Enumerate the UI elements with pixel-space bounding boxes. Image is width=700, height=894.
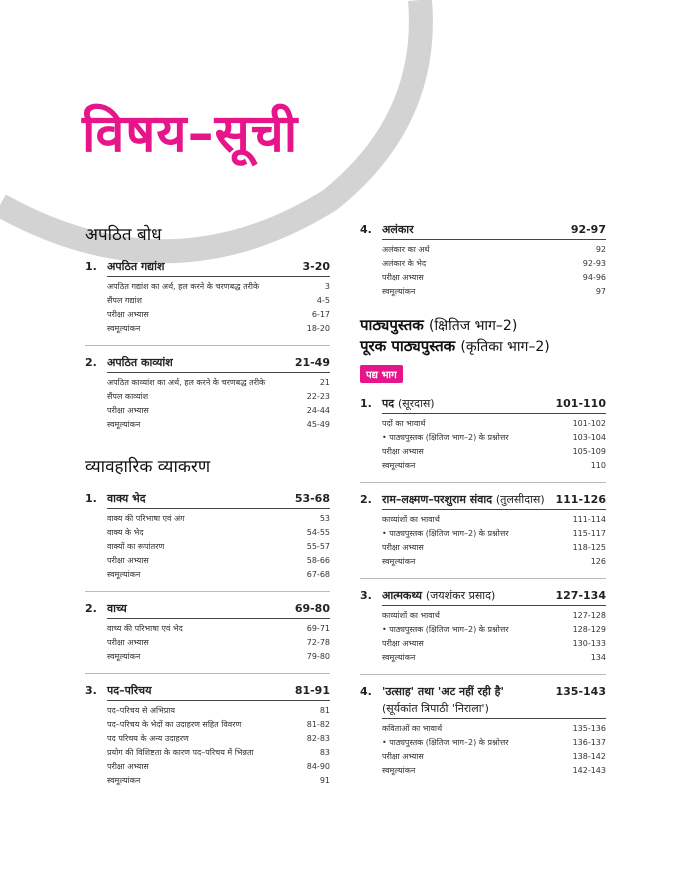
- toc-item-pages: 135-136: [572, 724, 606, 733]
- chapter-number: 1.: [85, 492, 97, 505]
- toc-item-pages: 53: [319, 514, 330, 523]
- toc-item-pages: 138-142: [572, 752, 606, 761]
- toc-item: [85, 704, 330, 718]
- toc-item-pages: 84-90: [306, 762, 330, 771]
- toc-item-text: परीक्षा अभ्यास: [107, 310, 149, 319]
- toc-item-pages: 91: [319, 776, 330, 785]
- toc-item-pages: 101-102: [572, 419, 606, 428]
- toc-item-pages: 110: [590, 461, 606, 470]
- toc-item: [360, 637, 606, 651]
- toc-item: [85, 418, 330, 432]
- toc-item-pages: 21: [319, 378, 330, 387]
- toc-item-text: परीक्षा अभ्यास: [107, 638, 149, 647]
- chapter-heading: [85, 355, 330, 370]
- chapter-title: आत्मकथ्य (जयशंकर प्रसाद): [382, 589, 496, 602]
- toc-item-pages: 58-66: [306, 556, 330, 565]
- toc-item-text: परीक्षा अभ्यास: [107, 406, 149, 415]
- chapter-divider: [382, 509, 606, 510]
- chapter-title: वाक्य भेद: [107, 492, 146, 505]
- toc-item-pages: 118-125: [572, 543, 606, 552]
- toc-item-text: वाक्य की परिभाषा एवं अंग: [107, 514, 185, 523]
- chapter-divider: [107, 372, 330, 373]
- alankar-chapter: [360, 222, 606, 299]
- chapter-title: वाच्य: [107, 602, 127, 615]
- chapter-pages: 81-91: [294, 684, 330, 697]
- toc-item: [85, 526, 330, 540]
- toc-item-text: पदों का भावार्थ: [382, 419, 426, 428]
- toc-item-pages: 103-104: [572, 433, 606, 442]
- toc-item-text: वाक्य के भेद: [107, 528, 144, 537]
- toc-item-pages: 69-71: [306, 624, 330, 633]
- toc-item: [360, 555, 606, 569]
- toc-item: [85, 294, 330, 308]
- chapter-divider: [107, 276, 330, 277]
- chapter-author: (जयशंकर प्रसाद): [425, 589, 496, 602]
- toc-item: [360, 623, 606, 637]
- toc-item: [360, 285, 606, 299]
- page-title: विषय–सूची: [82, 104, 299, 164]
- chapter-number: 2.: [85, 356, 97, 369]
- chapter-number: 4.: [360, 685, 372, 698]
- toc-item-text: अपठित काव्यांश का अर्थ, हल करने के चरणबद्ध तरीके: [107, 378, 266, 387]
- chapter-heading: [85, 683, 330, 698]
- toc-item-text: • पाठ्यपुस्तक (क्षितिज भाग–2) के प्रश्नोत्तर: [382, 625, 509, 634]
- toc-item: [360, 257, 606, 271]
- toc-item-pages: 115-117: [572, 529, 606, 538]
- chapter-title: अलंकार: [382, 223, 414, 236]
- chapter-divider: [107, 618, 330, 619]
- toc-left-column: [85, 222, 330, 788]
- section-heading: व्यावहारिक व्याकरण: [85, 457, 211, 477]
- toc-item-text: वाक्यों का रूपांतरण: [107, 542, 165, 551]
- toc-item-pages: 128-129: [572, 625, 606, 634]
- toc-item-pages: 134: [590, 653, 606, 662]
- toc-item: [85, 308, 330, 322]
- toc-item-pages: 92: [595, 245, 606, 254]
- toc-item-text: स्वमूल्यांकन: [107, 776, 141, 785]
- chapter-heading: [85, 491, 330, 506]
- chapter-divider: [382, 718, 606, 719]
- toc-item-pages: 82-83: [306, 734, 330, 743]
- toc-item-pages: 81: [319, 706, 330, 715]
- chapter-pages: 135-143: [555, 685, 606, 698]
- toc-item-pages: 22-23: [306, 392, 330, 401]
- toc-item: [360, 445, 606, 459]
- toc-item: [360, 750, 606, 764]
- toc-item-text: स्वमूल्यांकन: [107, 570, 141, 579]
- toc-item-text: परीक्षा अभ्यास: [107, 556, 149, 565]
- toc-item-text: परीक्षा अभ्यास: [382, 273, 424, 282]
- toc-item: [360, 651, 606, 665]
- toc-item-text: • पाठ्यपुस्तक (क्षितिज भाग–2) के प्रश्नोत्तर: [382, 529, 509, 538]
- chapter-pages: 127-134: [555, 589, 606, 602]
- toc-item: [360, 459, 606, 473]
- toc-item-text: सैंपल गद्यांश: [107, 296, 142, 305]
- toc-item-text: प्रयोग की विशिष्टता के कारण पद–परिचय में भिन्नता: [107, 748, 254, 757]
- toc-item-pages: 111-114: [572, 515, 606, 524]
- toc-item: [360, 736, 606, 750]
- chapter-heading: [85, 259, 330, 274]
- toc-item-text: काव्यांशों का भावार्थ: [382, 611, 440, 620]
- chapter-heading: [360, 684, 606, 699]
- toc-item: [360, 271, 606, 285]
- toc-item: [360, 764, 606, 778]
- chapter-pages: 69-80: [294, 602, 330, 615]
- toc-item: [85, 760, 330, 774]
- chapter-separator: [85, 673, 330, 674]
- chapter-separator: [360, 674, 606, 675]
- toc-item: [85, 774, 330, 788]
- toc-item-text: परीक्षा अभ्यास: [382, 543, 424, 552]
- toc-item-pages: 127-128: [572, 611, 606, 620]
- toc-item: [85, 732, 330, 746]
- toc-item-text: अलंकार के भेद: [382, 259, 427, 268]
- toc-item-text: • पाठ्यपुस्तक (क्षितिज भाग–2) के प्रश्नोत्तर: [382, 738, 509, 747]
- chapter-title: अपठित काव्यांश: [107, 356, 173, 369]
- toc-item-pages: 18-20: [306, 324, 330, 333]
- chapter-separator: [85, 591, 330, 592]
- chapter-pages: 101-110: [555, 397, 606, 410]
- toc-item: [85, 322, 330, 336]
- toc-item-pages: 55-57: [306, 542, 330, 551]
- toc-item-text: स्वमूल्यांकन: [382, 557, 416, 566]
- toc-item-pages: 97: [595, 287, 606, 296]
- chapter-divider: [107, 700, 330, 701]
- toc-item-text: अपठित गद्यांश का अर्थ, हल करने के चरणबद्ध तरीके: [107, 282, 260, 291]
- chapter-separator: [85, 345, 330, 346]
- toc-item: [360, 527, 606, 541]
- toc-item: [85, 718, 330, 732]
- chapter-pages: 3-20: [302, 260, 330, 273]
- chapter-pages: 92-97: [570, 223, 606, 236]
- section-badge: पद्य भाग: [360, 365, 403, 383]
- chapter-divider: [107, 508, 330, 509]
- chapter-title: 'उत्साह' तथा 'अट नहीं रही है': [382, 685, 504, 698]
- chapter-separator: [360, 482, 606, 483]
- toc-item-text: परीक्षा अभ्यास: [382, 639, 424, 648]
- toc-item: [85, 512, 330, 526]
- toc-item: [360, 609, 606, 623]
- chapter-title: अपठित गद्यांश: [107, 260, 165, 273]
- section-heading: अपठित बोध: [85, 225, 162, 245]
- toc-item-pages: 6-17: [311, 310, 330, 319]
- toc-item: [85, 404, 330, 418]
- chapter-title: पद–परिचय: [107, 684, 152, 697]
- toc-item: [360, 722, 606, 736]
- toc-item-text: पद परिचय के अन्य उदाहरण: [107, 734, 189, 743]
- toc-item: [85, 636, 330, 650]
- toc-item-pages: 130-133: [572, 639, 606, 648]
- toc-item-pages: 45-49: [306, 420, 330, 429]
- toc-item: [360, 513, 606, 527]
- book-subtitle: (कृतिका भाग–2): [460, 339, 550, 355]
- book-title: पाठ्यपुस्तक (क्षितिज भाग–2): [360, 316, 518, 334]
- chapter-number: 1.: [360, 397, 372, 410]
- toc-item-text: वाच्य की परिभाषा एवं भेद: [107, 624, 183, 633]
- toc-item: [360, 431, 606, 445]
- chapter-number: 3.: [85, 684, 97, 697]
- toc-item-text: सैंपल काव्यांश: [107, 392, 149, 401]
- toc-item-pages: 142-143: [572, 766, 606, 775]
- toc-item-pages: 67-68: [306, 570, 330, 579]
- chapter-author-line: [360, 701, 606, 716]
- toc-item-pages: 136-137: [572, 738, 606, 747]
- chapter-heading: [360, 492, 606, 507]
- toc-item: [85, 650, 330, 664]
- toc-item-pages: 72-78: [306, 638, 330, 647]
- toc-right-column: [360, 222, 606, 778]
- chapter-pages: 53-68: [294, 492, 330, 505]
- chapter-number: 2.: [360, 493, 372, 506]
- toc-item: [85, 280, 330, 294]
- chapter-author: (सूर्यकांत त्रिपाठी 'निराला'): [382, 702, 489, 715]
- toc-item-pages: 126: [590, 557, 606, 566]
- toc-item-text: पद–परिचय से अभिप्राय: [107, 706, 175, 715]
- chapter-pages: 21-49: [294, 356, 330, 369]
- toc-item-text: कविताओं का भावार्थ: [382, 724, 443, 733]
- toc-item-pages: 24-44: [306, 406, 330, 415]
- chapter-number: 3.: [360, 589, 372, 602]
- book-subtitle: (क्षितिज भाग–2): [429, 318, 518, 334]
- chapter-author: (तुलसीदास): [495, 493, 545, 506]
- book-title: पूरक पाठ्यपुस्तक (कृतिका भाग–2): [360, 337, 550, 355]
- chapter-title: पद (सूरदास): [382, 397, 435, 410]
- toc-item-text: स्वमूल्यांकन: [107, 652, 141, 661]
- chapter-divider: [382, 605, 606, 606]
- toc-item: [85, 390, 330, 404]
- toc-item-pages: 94-96: [582, 273, 606, 282]
- toc-item-pages: 83: [319, 748, 330, 757]
- toc-item-text: स्वमूल्यांकन: [382, 653, 416, 662]
- toc-item-text: स्वमूल्यांकन: [107, 324, 141, 333]
- toc-item: [360, 417, 606, 431]
- toc-item: [85, 622, 330, 636]
- toc-item-text: स्वमूल्यांकन: [382, 766, 416, 775]
- toc-item: [85, 540, 330, 554]
- chapter-heading: [360, 222, 606, 237]
- toc-item-pages: 54-55: [306, 528, 330, 537]
- toc-item: [85, 568, 330, 582]
- toc-item-text: अलंकार का अर्थ: [382, 245, 430, 254]
- toc-item-pages: 92-93: [582, 259, 606, 268]
- chapter-heading: [85, 601, 330, 616]
- toc-item-pages: 3: [324, 282, 330, 291]
- toc-item: [85, 746, 330, 760]
- toc-item-text: पद–परिचय के भेदों का उदाहरण सहित विवरण: [107, 720, 242, 729]
- toc-item-text: काव्यांशों का भावार्थ: [382, 515, 440, 524]
- toc-item-pages: 81-82: [306, 720, 330, 729]
- toc-item-text: परीक्षा अभ्यास: [107, 762, 149, 771]
- chapter-author: (सूरदास): [397, 397, 435, 410]
- chapter-title: राम–लक्ष्मण–परशुराम संवाद (तुलसीदास): [382, 493, 545, 506]
- chapter-heading: [360, 396, 606, 411]
- toc-item: [360, 541, 606, 555]
- chapter-separator: [360, 578, 606, 579]
- toc-item: [360, 243, 606, 257]
- toc-item-text: स्वमूल्यांकन: [382, 461, 416, 470]
- toc-item-text: स्वमूल्यांकन: [382, 287, 416, 296]
- chapter-heading: [360, 588, 606, 603]
- chapter-number: 1.: [85, 260, 97, 273]
- chapter-divider: [382, 239, 606, 240]
- toc-item-text: • पाठ्यपुस्तक (क्षितिज भाग–2) के प्रश्नोत्तर: [382, 433, 509, 442]
- chapter-number: 4.: [360, 223, 372, 236]
- toc-item-pages: 79-80: [306, 652, 330, 661]
- chapter-divider: [382, 413, 606, 414]
- toc-item-text: परीक्षा अभ्यास: [382, 752, 424, 761]
- toc-item-text: परीक्षा अभ्यास: [382, 447, 424, 456]
- toc-item-pages: 105-109: [572, 447, 606, 456]
- chapter-number: 2.: [85, 602, 97, 615]
- toc-item: [85, 376, 330, 390]
- toc-item-pages: 4-5: [316, 296, 330, 305]
- toc-item-text: स्वमूल्यांकन: [107, 420, 141, 429]
- chapter-pages: 111-126: [555, 493, 606, 506]
- toc-item: [85, 554, 330, 568]
